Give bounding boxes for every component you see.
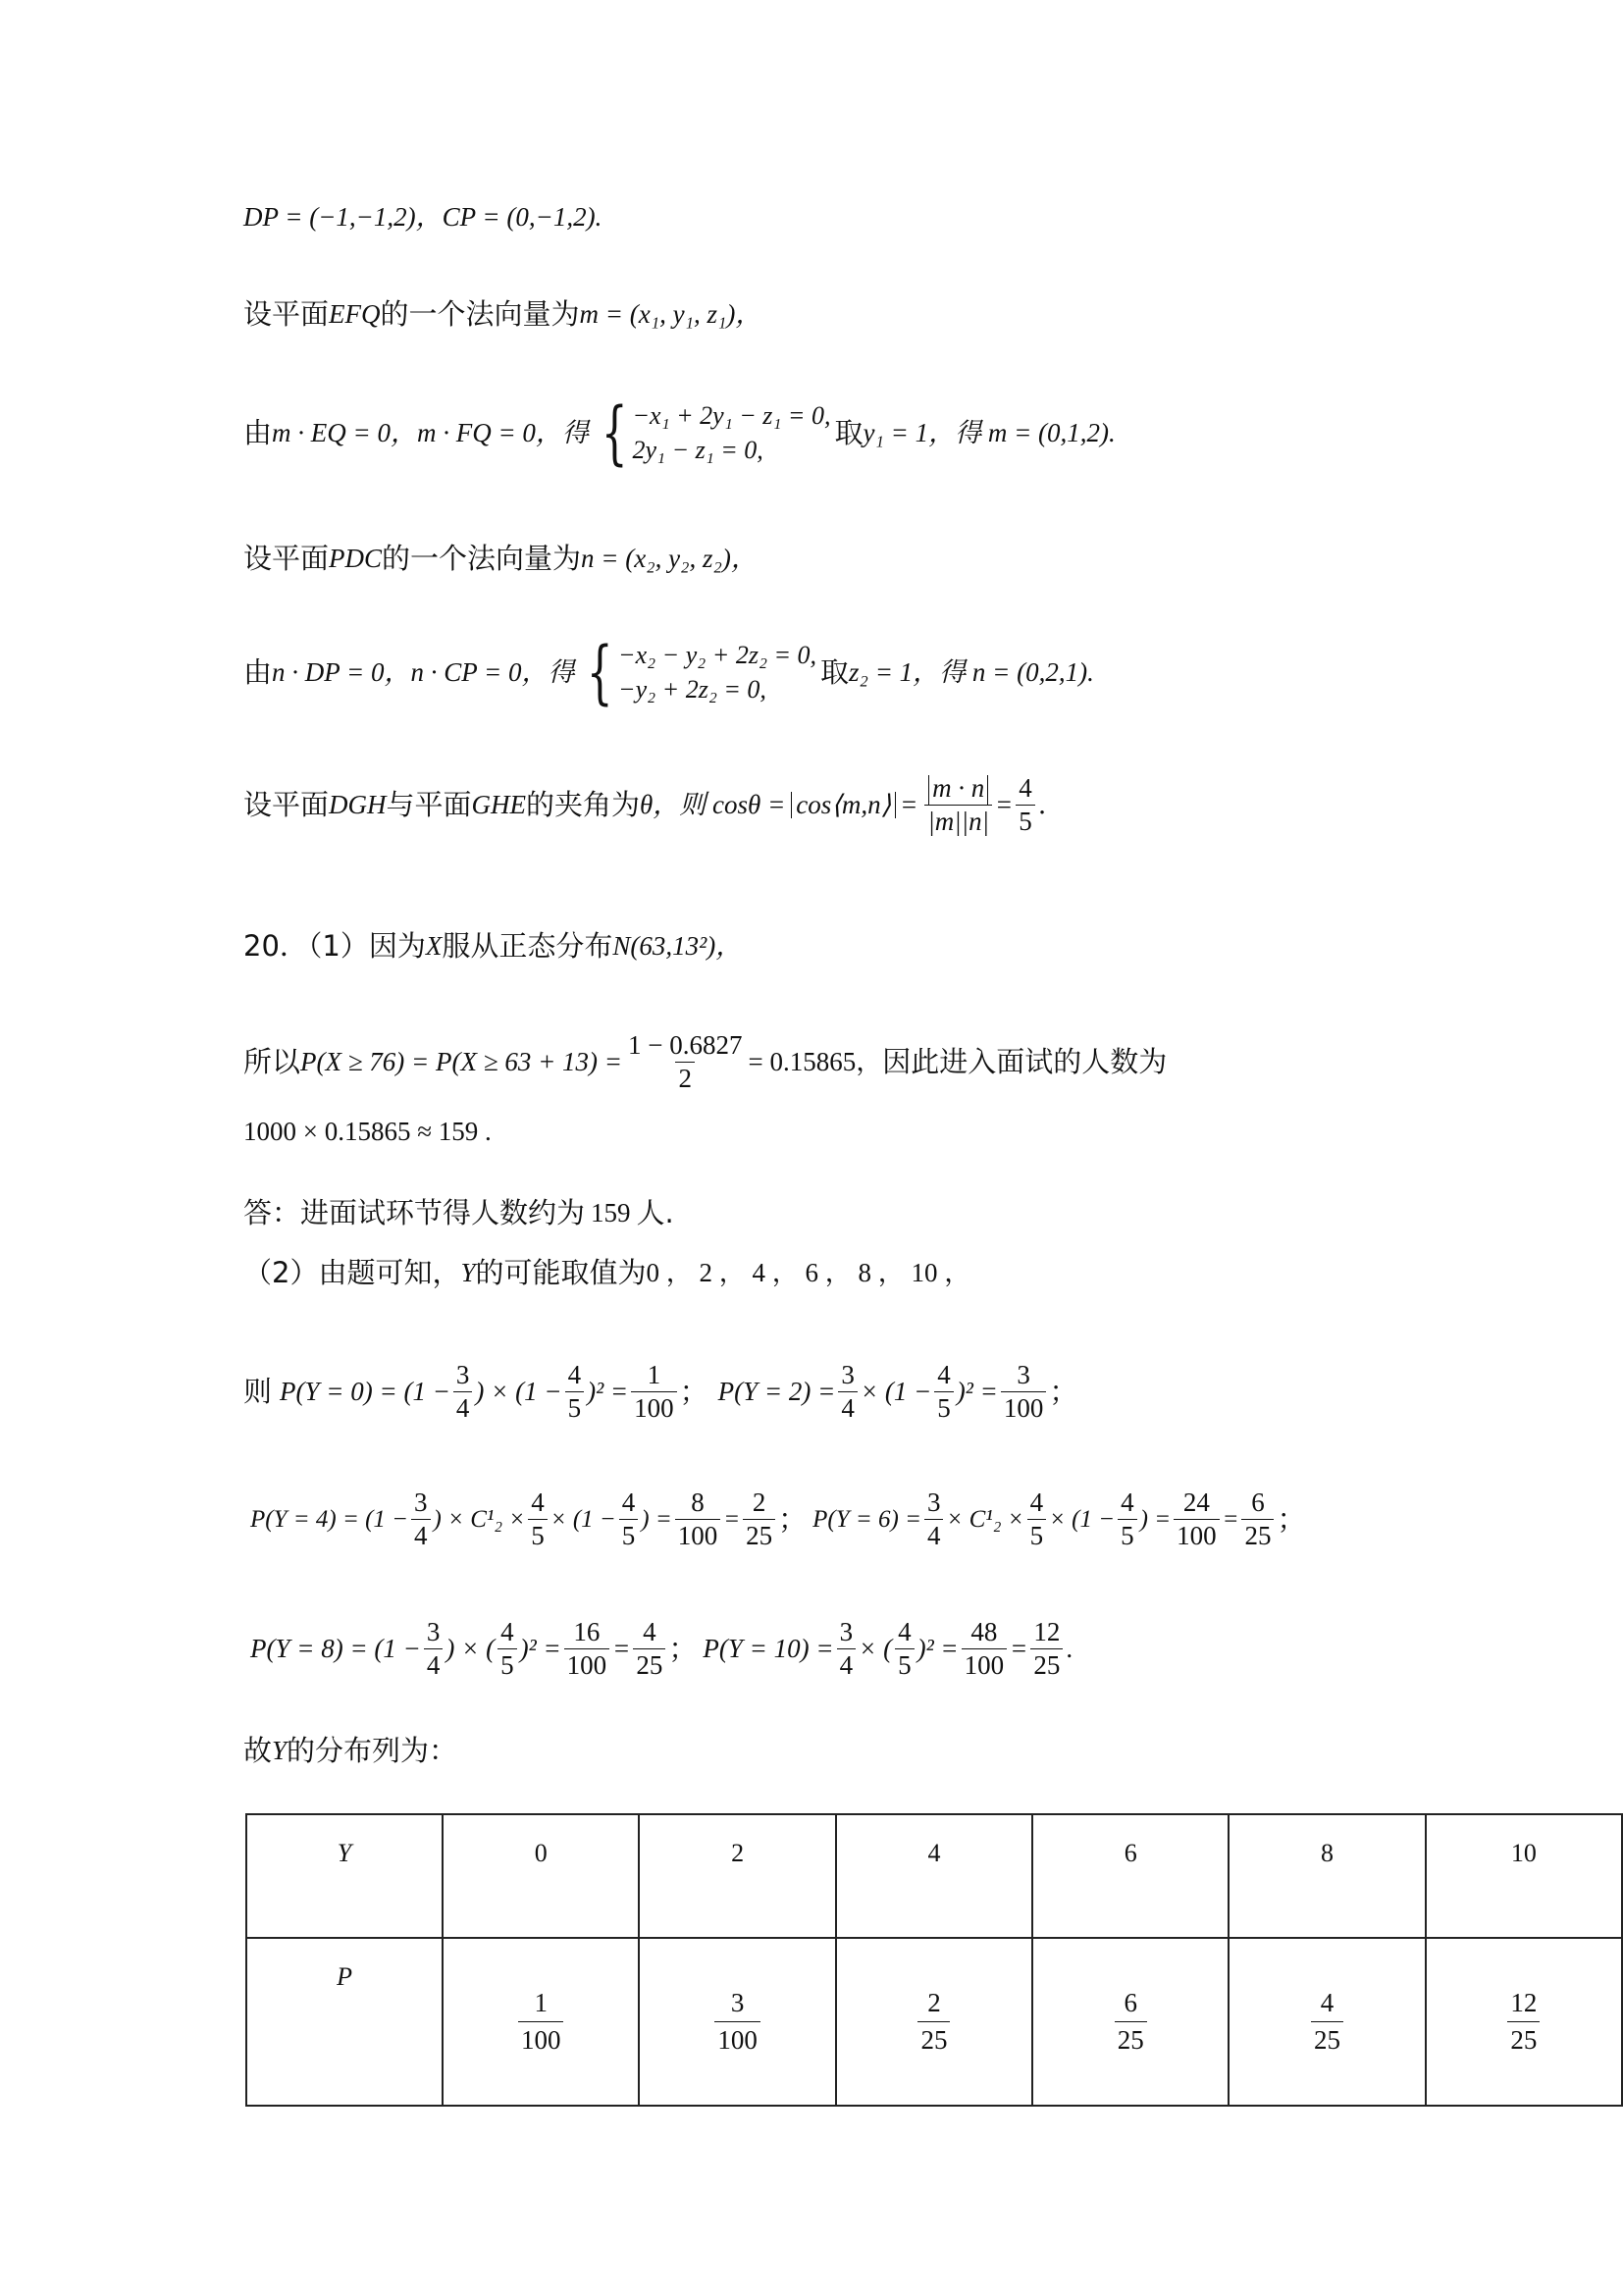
text-take: 取 — [834, 415, 864, 449]
vector-m-def: m = (x₁, y₁, z₁)， — [579, 299, 762, 329]
text-normal-vector-2: 的一个法向量为 — [382, 542, 582, 575]
frac-num: 4 — [621, 1487, 636, 1517]
part2-intro: （2）由题可知， — [243, 1256, 461, 1289]
frac-den: 5 — [619, 1519, 639, 1549]
frac-den: 5 — [934, 1391, 954, 1422]
squared-eq: )² = — [956, 1377, 998, 1406]
table-prob-cell — [639, 1938, 835, 2106]
line-answer — [243, 1196, 674, 1229]
frac-den: 25 — [1311, 2021, 1343, 2056]
answer-text: 答：进面试环节得人数约为 — [243, 1196, 586, 1229]
frac-num: 1 — [534, 1988, 548, 2017]
equals-sign: = — [995, 790, 1014, 819]
system-n-row-1: −x₂ − y₂ + 2z₂ = 0, — [618, 640, 817, 669]
text-and-plane: 与平面 — [386, 788, 472, 821]
close-eq: ) = — [641, 1506, 672, 1533]
table-prob-cell — [1032, 1938, 1229, 2106]
frac-den: 100 — [714, 2021, 760, 2056]
equals-sign: = — [612, 1634, 631, 1663]
prob-num: 1 − 0.6827 — [628, 1030, 743, 1060]
equals-sign: = — [1222, 1506, 1239, 1533]
cos-fraction-den: |m||n| — [924, 805, 992, 835]
frac-num: 3 — [1017, 1360, 1030, 1389]
frac-num: 3 — [730, 1988, 745, 2017]
frac-den: 5 — [565, 1391, 585, 1422]
line-distribution-intro — [243, 1734, 458, 1767]
table-row-label: P — [246, 1938, 443, 2106]
squared-eq: )² = — [587, 1377, 629, 1406]
frac-den: 4 — [837, 1648, 857, 1679]
text-interview-count: 因此进入面试的人数为 — [882, 1045, 1168, 1078]
table-header-cell: 0 — [443, 1814, 639, 1938]
system-m-row-2: 2y₁ − z₁ = 0, — [632, 435, 763, 464]
line-cos-angle — [243, 775, 1046, 835]
frac-num: 4 — [898, 1617, 912, 1646]
cos-mn-abs: cos⟨m,n⟩ — [791, 792, 896, 818]
text-distribution: 的分布列为： — [287, 1734, 458, 1767]
line-vectors-dp-cp — [243, 204, 602, 231]
frac-num: 2 — [752, 1487, 766, 1517]
frac-den: 25 — [743, 1519, 775, 1549]
table-header-cell: 6 — [1032, 1814, 1229, 1938]
table-header-cell: 4 — [836, 1814, 1032, 1938]
vectors-dp-cp-text: DP = (−1,−1,2)，CP = (0,−1,2). — [243, 202, 602, 232]
text-angle-is: 的夹角为 — [526, 788, 641, 821]
line-solve-n — [243, 632, 1094, 712]
py8-left: P(Y = 8) = (1 − — [250, 1634, 421, 1663]
answer-number: 159 — [591, 1198, 631, 1227]
frac-den: 5 — [895, 1648, 915, 1679]
frac-den: 4 — [924, 1519, 944, 1549]
frac-den: 25 — [1030, 1648, 1063, 1679]
frac-num: 12 — [1033, 1617, 1061, 1646]
frac-num: 48 — [970, 1617, 998, 1646]
plane-pdc-label: PDC — [329, 544, 383, 573]
distribution-table — [245, 1813, 1623, 2107]
frac-den: 4 — [838, 1391, 858, 1422]
m-dot-conditions: m · EQ = 0，m · FQ = 0，得 — [272, 417, 589, 447]
line-py4-py6 — [250, 1489, 1305, 1549]
text-set-plane: 设平面 — [243, 297, 330, 331]
squared-eq: )² = — [519, 1634, 561, 1663]
frac-den: 4 — [453, 1391, 473, 1422]
table-prob-cell — [443, 1938, 639, 2106]
line-plane-efq-normal — [243, 297, 762, 331]
count-calc: 1000 × 0.15865 ≈ 159 . — [243, 1117, 492, 1146]
m-result: y₁ = 1，得 m = (0,1,2). — [863, 417, 1116, 447]
times-sign: ) × (1 − — [475, 1377, 562, 1406]
frac-num: 3 — [414, 1487, 428, 1517]
line-probability-calc — [243, 1032, 1167, 1092]
frac-num: 1 — [647, 1360, 661, 1389]
frac-num: 3 — [841, 1360, 855, 1389]
frac-den: 25 — [633, 1648, 665, 1679]
frac-den: 100 — [1001, 1391, 1047, 1422]
equation-system-n — [578, 632, 817, 712]
line-plane-pdc-normal — [243, 542, 758, 575]
frac-den: 100 — [564, 1648, 610, 1679]
frac-num: 6 — [1251, 1487, 1265, 1517]
brace-icon: { — [587, 632, 614, 712]
n-dot-conditions: n · DP = 0，n · CP = 0，得 — [272, 656, 575, 687]
semicolon: ； — [1277, 1502, 1306, 1536]
frac-num: 4 — [643, 1617, 656, 1646]
times-sign: × (1 − — [860, 1377, 932, 1406]
frac-num: 8 — [691, 1487, 705, 1517]
equation-system-m — [593, 392, 831, 473]
table-prob-row — [246, 1938, 1622, 2106]
text-normal-dist: 服从正态分布 — [442, 929, 613, 963]
frac-den: 100 — [631, 1391, 677, 1422]
frac-den: 5 — [528, 1519, 548, 1549]
frac-num: 3 — [926, 1487, 941, 1517]
table-header-row — [246, 1814, 1622, 1938]
frac-den: 25 — [1115, 2021, 1147, 2056]
frac-num: 24 — [1182, 1487, 1210, 1517]
comb-times: ) × C¹₂ × — [433, 1506, 526, 1533]
frac-num: 4 — [1121, 1487, 1134, 1517]
frac-num: 4 — [937, 1360, 951, 1389]
py2-left: P(Y = 2) = — [717, 1377, 836, 1406]
frac-den: 4 — [424, 1648, 444, 1679]
line-py8-py10 — [250, 1619, 1073, 1679]
prob-den: 2 — [675, 1062, 695, 1092]
text-take-2: 取 — [820, 654, 850, 689]
text-then: 则 — [243, 1375, 273, 1408]
frac-num: 16 — [573, 1617, 601, 1646]
frac-den: 4 — [411, 1519, 431, 1549]
close-eq: ) = — [1139, 1506, 1172, 1533]
frac-den: 25 — [1241, 1519, 1274, 1549]
frac-num: 4 — [1320, 1988, 1335, 2017]
vector-n-def: n = (x₂, y₂, z₂)， — [581, 544, 758, 573]
frac-num: 4 — [1029, 1487, 1044, 1517]
result-fraction — [1016, 775, 1035, 835]
line-count-calc — [243, 1119, 492, 1145]
semicolon: ； — [679, 1375, 708, 1408]
semicolon: ； — [778, 1502, 808, 1536]
frac-den: 5 — [497, 1648, 517, 1679]
frac-num: 2 — [927, 1988, 941, 2017]
text-possible-values: 的可能取值为 — [475, 1256, 647, 1289]
var-y: Y — [460, 1258, 476, 1287]
plane-ghe-label: GHE — [471, 790, 527, 819]
frac-num: 12 — [1510, 1988, 1538, 2017]
frac-num: 4 — [500, 1617, 514, 1646]
equals-sign: = — [1010, 1634, 1028, 1663]
answer-unit: 人. — [636, 1196, 674, 1229]
text-from-2: 由 — [243, 654, 273, 689]
table-header-label: Y — [246, 1814, 443, 1938]
text-therefore: 故 — [243, 1734, 273, 1767]
times-sign: × ( — [859, 1634, 893, 1663]
frac-den: 25 — [1507, 2021, 1540, 2056]
line-q20-part1 — [243, 929, 743, 963]
table-prob-cell — [836, 1938, 1032, 2106]
times-sign: × (1 − — [1049, 1506, 1116, 1533]
prob-result: = 0.15865， — [748, 1047, 883, 1076]
text-so: 所以 — [243, 1045, 301, 1078]
semicolon: ； — [1049, 1375, 1078, 1408]
prob-expression: P(X ≥ 76) = P(X ≥ 63 + 13) = — [300, 1047, 622, 1076]
cos-theta-label: θ，则 cosθ = — [640, 790, 786, 819]
table-header-cell: 2 — [639, 1814, 835, 1938]
var-y: Y — [272, 1736, 288, 1765]
result-num: 4 — [1019, 773, 1032, 803]
frac-den: 5 — [1027, 1519, 1047, 1549]
py0-left: P(Y = 0) = (1 − — [280, 1377, 450, 1406]
prob-fraction — [625, 1032, 745, 1092]
result-den: 5 — [1016, 805, 1035, 835]
frac-den: 100 — [1174, 1519, 1220, 1549]
equals-sign: = — [723, 1506, 741, 1533]
py6-left: P(Y = 6) = — [812, 1506, 921, 1533]
frac-den: 100 — [962, 1648, 1008, 1679]
period: . — [1066, 1634, 1073, 1663]
table-header-cell: 10 — [1426, 1814, 1622, 1938]
times-sign: × (1 − — [550, 1506, 616, 1533]
frac-num: 4 — [531, 1487, 545, 1517]
frac-num: 3 — [839, 1617, 854, 1646]
text-normal-vector: 的一个法向量为 — [380, 297, 580, 331]
system-m-row-1: −x₁ + 2y₁ − z₁ = 0, — [632, 400, 831, 430]
py4-left: P(Y = 4) = (1 − — [250, 1506, 409, 1533]
frac-num: 3 — [455, 1360, 470, 1389]
text-set-plane-3: 设平面 — [243, 788, 330, 821]
py10-left: P(Y = 10) = — [703, 1634, 834, 1663]
frac-num: 6 — [1124, 1988, 1137, 2017]
var-x: X — [425, 931, 443, 961]
line-py0-py2 — [243, 1362, 1077, 1422]
plane-dgh-label: DGH — [329, 790, 387, 819]
cos-fraction-num: m · n — [928, 775, 988, 805]
plane-efq-label: EFQ — [329, 299, 381, 329]
table-prob-cell — [1426, 1938, 1622, 2106]
system-n-row-2: −y₂ + 2z₂ = 0, — [618, 674, 766, 704]
times-sign: ) × ( — [445, 1634, 496, 1663]
text-set-plane-2: 设平面 — [243, 542, 330, 575]
comb-times: × C¹₂ × — [946, 1506, 1024, 1533]
normal-params: N(63,13²)， — [612, 931, 743, 961]
brace-icon: { — [601, 392, 628, 473]
semicolon: ； — [668, 1632, 698, 1665]
squared-eq: )² = — [916, 1634, 959, 1663]
n-result: z₂ = 1，得 n = (0,2,1). — [849, 656, 1094, 687]
frac-num: 3 — [426, 1617, 441, 1646]
text-from: 由 — [243, 415, 273, 449]
frac-den: 5 — [1118, 1519, 1137, 1549]
line-solve-m — [243, 392, 1116, 473]
equals-sign: = — [900, 790, 918, 819]
possible-values: 0 ， 2 ， 4 ， 6 ， 8 ， 10 ， — [646, 1258, 971, 1287]
period: . — [1037, 790, 1047, 820]
frac-den: 100 — [518, 2021, 564, 2056]
question-20-intro: 20．（1）因为 — [243, 929, 426, 963]
frac-num: 4 — [567, 1360, 582, 1389]
table-header-cell: 8 — [1229, 1814, 1425, 1938]
table-prob-cell — [1229, 1938, 1425, 2106]
cos-fraction — [924, 775, 992, 835]
frac-den: 100 — [675, 1519, 721, 1549]
frac-den: 25 — [917, 2021, 950, 2056]
line-part2-intro — [243, 1256, 971, 1289]
